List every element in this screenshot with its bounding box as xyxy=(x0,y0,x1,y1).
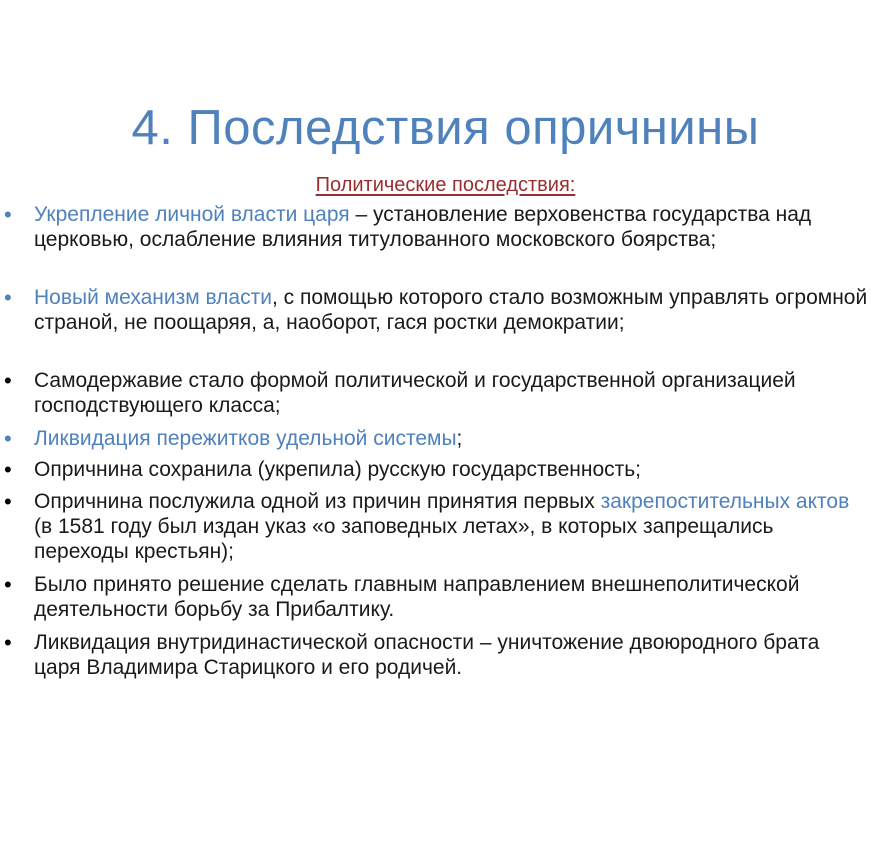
bullet-item-4 xyxy=(0,426,891,453)
bullet-text: Было принято решение сделать главным направлением внешнеполитической деятельности борьбу за Прибалтику. xyxy=(34,573,800,621)
bullet-dot-icon: • xyxy=(4,285,12,310)
bullet-text: Опричнина послужила одной из причин принятия первых xyxy=(34,490,601,513)
bullet-highlight: Новый механизм власти xyxy=(34,286,272,309)
bullet-text: Ликвидация внутридинастической опасности – уничтожение двоюродного брата царя Владимира Старицкого и его родичей. xyxy=(34,631,820,679)
bullet-item-5 xyxy=(0,457,891,485)
bullet-text: – установление верховенства государства над церковью, ослабление влияния титулованного московского боярства; xyxy=(34,203,812,251)
bullet-dot-icon: • xyxy=(4,368,12,393)
bullet-dot-icon: • xyxy=(4,630,12,655)
bullet-text: ; xyxy=(456,427,463,450)
slide-subtitle: Политические последствия: xyxy=(315,174,576,196)
bullet-highlight: закрепостительных актов xyxy=(600,490,850,513)
slide-title: 4. Последствия опричнины xyxy=(131,101,760,155)
bullet-dot-icon: • xyxy=(4,202,12,227)
bullet-item-3 xyxy=(0,368,891,422)
bullet-highlight: Ликвидация пережитков удельной системы xyxy=(34,427,457,450)
bullet-text: , с помощью которого стало возможным управлять огромной страной, не поощаряя, а, наоборот, гася ростки демократии; xyxy=(34,286,868,334)
bullet-dot-icon: • xyxy=(4,572,12,597)
bullet-item-6 xyxy=(0,489,891,568)
bullet-highlight: Укрепление личной власти царя xyxy=(34,203,350,226)
bullet-list xyxy=(0,202,891,688)
bullet-item-8 xyxy=(0,630,891,684)
bullet-dot-icon: • xyxy=(4,426,12,451)
bullet-dot-icon: • xyxy=(4,489,12,514)
bullet-text: Самодержавие стало формой политической и государственной организацией господствующего класса; xyxy=(34,369,796,417)
bullet-item-7 xyxy=(0,572,891,626)
bullet-dot-icon: • xyxy=(4,457,12,482)
bullet-item-2 xyxy=(0,285,891,364)
bullet-item-1 xyxy=(0,202,891,281)
bullet-text: (в 1581 году был издан указ «о заповедных летах», в которых запрещались переходы крестьян); xyxy=(34,515,774,563)
bullet-text: Опричнина сохранила (укрепила) русскую государственность; xyxy=(34,458,642,481)
